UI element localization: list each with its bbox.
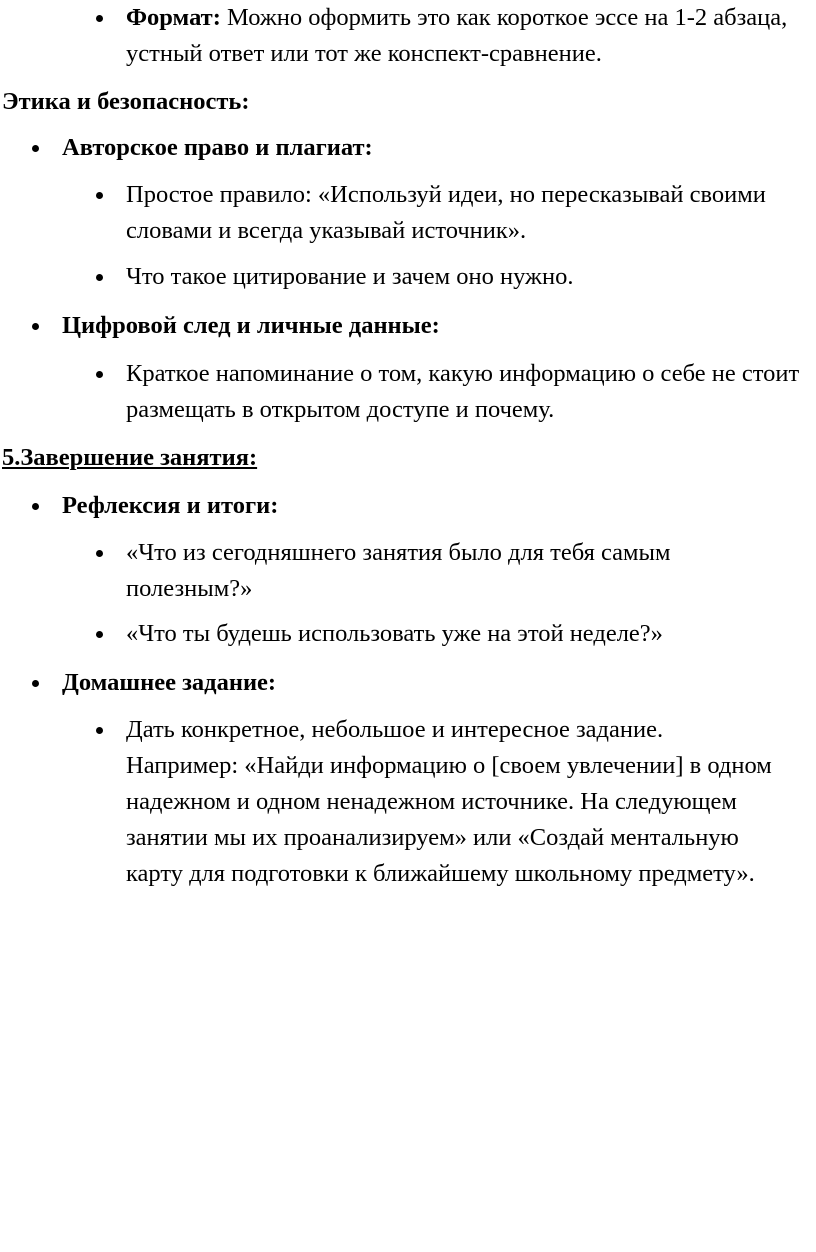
copyright-list-item: [62, 130, 802, 166]
reflection-point-2-text: «Что ты будешь использовать уже на этой неделе?»: [126, 620, 663, 647]
closing-heading: 5.Завершение занятия:: [2, 444, 258, 471]
copyright-point-1: [126, 177, 786, 249]
bullet-icon: [32, 503, 39, 510]
digital-footprint-list-item: [62, 308, 802, 344]
bullet-icon: [32, 145, 39, 152]
reflection-list-item: [62, 488, 802, 524]
bullet-icon: [96, 274, 103, 281]
copyright-point-1-text: Простое правило: «Используй идеи, но пересказывай своими словами и всегда указывай источник».: [126, 181, 766, 244]
homework-list-item: [62, 665, 802, 701]
bullet-icon: [32, 323, 39, 330]
bullet-icon: [32, 680, 39, 687]
homework-title: Домашнее задание:: [62, 669, 277, 696]
digital-point-1-text: Краткое напоминание о том, какую информацию о себе не стоит размещать в открытом доступе и почему.: [126, 360, 800, 423]
reflection-title: Рефлексия и итоги:: [62, 492, 279, 519]
format-text: Можно оформить это как короткое эссе на 1-2 абзаца, устный ответ или тот же конспект-сравнение.: [126, 4, 788, 67]
digital-footprint-title: Цифровой след и личные данные:: [62, 312, 440, 339]
reflection-point-1-text: «Что из сегодняшнего занятия было для тебя самым полезным?»: [126, 539, 671, 602]
bullet-icon: [96, 727, 103, 734]
ethics-heading: Этика и безопасность:: [2, 88, 250, 115]
homework-point-1: [126, 712, 776, 892]
bullet-icon: [96, 550, 103, 557]
copyright-point-2: [126, 259, 802, 295]
reflection-point-2: [126, 616, 802, 652]
format-list-item: [126, 0, 806, 72]
copyright-title: Авторское право и плагиат:: [62, 134, 373, 161]
reflection-point-1: [126, 535, 766, 607]
bullet-icon: [96, 631, 103, 638]
digital-point-1: [126, 356, 806, 428]
homework-point-1-text: Дать конкретное, небольшое и интересное задание. Например: «Найди информацию о [своем увлечении] в одном надежном и одном ненадежном источнике. На следующем занятии мы их проанализируем» или «Создай ментальную карту для подготовки к ближайшему школьному предмету».: [126, 716, 772, 887]
format-label: Формат:: [126, 4, 221, 31]
bullet-icon: [96, 371, 103, 378]
bullet-icon: [96, 15, 103, 22]
copyright-point-2-text: Что такое цитирование и зачем оно нужно.: [126, 263, 574, 290]
bullet-icon: [96, 192, 103, 199]
